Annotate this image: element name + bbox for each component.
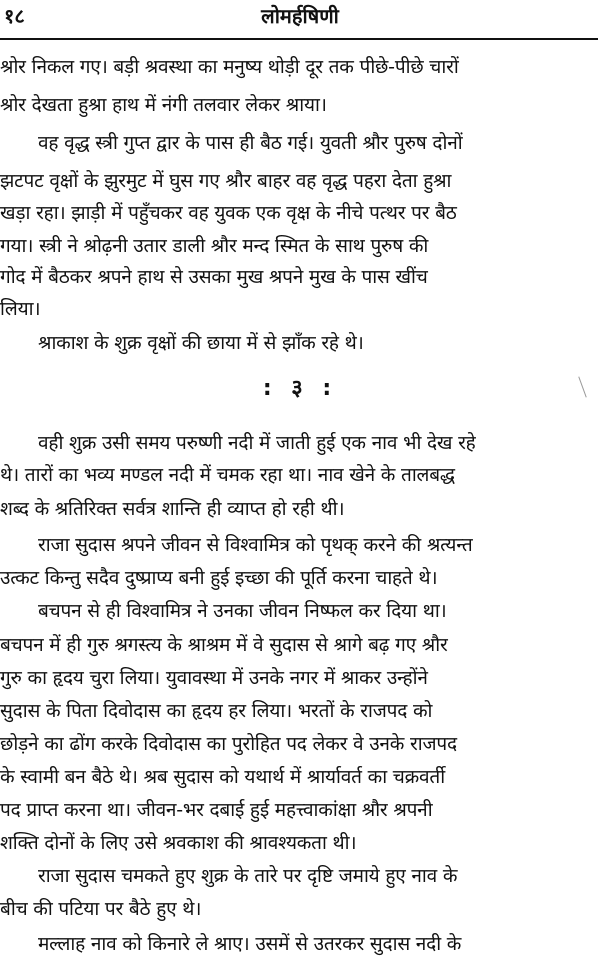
text-line: झटपट वृक्षों के झुरमुट में घुस गए श्रौर बाहर वह वृद्ध पहरा देता हुश्रा	[0, 170, 452, 192]
text-line: बचपन से ही विश्वामित्र ने उनका जीवन निष्फल कर दिया था।	[38, 600, 447, 622]
text-line: वही शुक्र उसी समय परुष्णी नदी में जाती हुई एक नाव भी देख रहे	[38, 432, 476, 454]
section-number: : ३ :	[262, 376, 338, 401]
text-line: पद प्राप्त करना था। जीवन-भर दबाई हुई महत्त्वाकांक्षा श्रौर श्रपनी	[0, 799, 433, 821]
text-line: बीच की पटिया पर बैठे हुए थे।	[0, 898, 202, 920]
text-line: गुरु का हृदय चुरा लिया। युवावस्था में उनके नगर में श्राकर उन्होंने	[0, 667, 428, 689]
text-line: वह वृद्ध स्त्री गुप्त द्वार के पास ही बैठ गई। युवती श्रौर पुरुष दोनों	[38, 132, 463, 154]
running-title: लोमर्हषिणी	[261, 4, 339, 28]
text-line: उत्कट किन्तु सदैव दुष्प्राप्य बनी हुई इच्छा की पूर्ति करना चाहते थे।	[0, 567, 438, 589]
text-line: छोड़ने का ढोंग करके दिवोदास का पुरोहित पद लेकर वे उनके राजपद	[0, 733, 457, 755]
text-line: थे। तारों का भव्य मण्डल नदी में चमक रहा था। नाव खेने के तालबद्ध	[0, 464, 455, 486]
text-line: श्रोर निकल गए। बड़ी श्रवस्था का मनुष्य थोड़ी दूर तक पीछे-पीछे चारों	[0, 56, 459, 78]
text-line: श्रोर देखता हुश्रा हाथ में नंगी तलवार लेकर श्राया।	[0, 94, 327, 116]
text-line: श्राकाश के शुक्र वृक्षों की छाया में से झाँक रहे थे।	[38, 332, 364, 354]
header-rule	[0, 38, 598, 40]
text-line: मल्लाह नाव को किनारे ले श्राए। उसमें से उतरकर सुदास नदी के	[38, 933, 462, 955]
text-line: बचपन में ही गुरु श्रगस्त्य के श्राश्रम में वे सुदास से श्रागे बढ़ गए श्रौर	[0, 634, 448, 656]
text-line: के स्वामी बन बैठे थे। श्रब सुदास को यथार्थ में श्रार्यावर्त का चक्रवर्ती	[0, 766, 445, 788]
text-line: शक्ति दोनों के लिए उसे श्रवकाश की श्रावश्यकता थी।	[0, 832, 357, 854]
page-number: १८	[4, 4, 25, 28]
text-line: गोद में बैठकर श्रपने हाथ से उसका मुख श्रपने मुख के पास खींच	[0, 266, 428, 288]
text-line: गया। स्त्री ने श्रोढ़नी उतार डाली श्रौर मन्द स्मित के साथ पुरुष की	[0, 235, 429, 257]
page-header	[0, 0, 600, 42]
text-line: राजा सुदास चमकते हुए शुक्र के तारे पर दृष्टि जमाये हुए नाव के	[38, 865, 458, 887]
text-line: लिया।	[0, 298, 41, 320]
text-line: राजा सुदास श्रपने जीवन से विश्वामित्र को पृथक् करने की श्रत्यन्त	[38, 534, 473, 556]
text-line: सुदास के पिता दिवोदास का हृदय हर लिया। भरतों के राजपद को	[0, 700, 433, 722]
text-line: खड़ा रहा। झाड़ी में पहुँचकर वह युवक एक वृक्ष के नीचे पत्थर पर बैठ	[0, 202, 457, 224]
text-line: शब्द के श्रतिरिक्त सर्वत्र शान्ति ही व्याप्त हो रही थी।	[0, 498, 345, 520]
